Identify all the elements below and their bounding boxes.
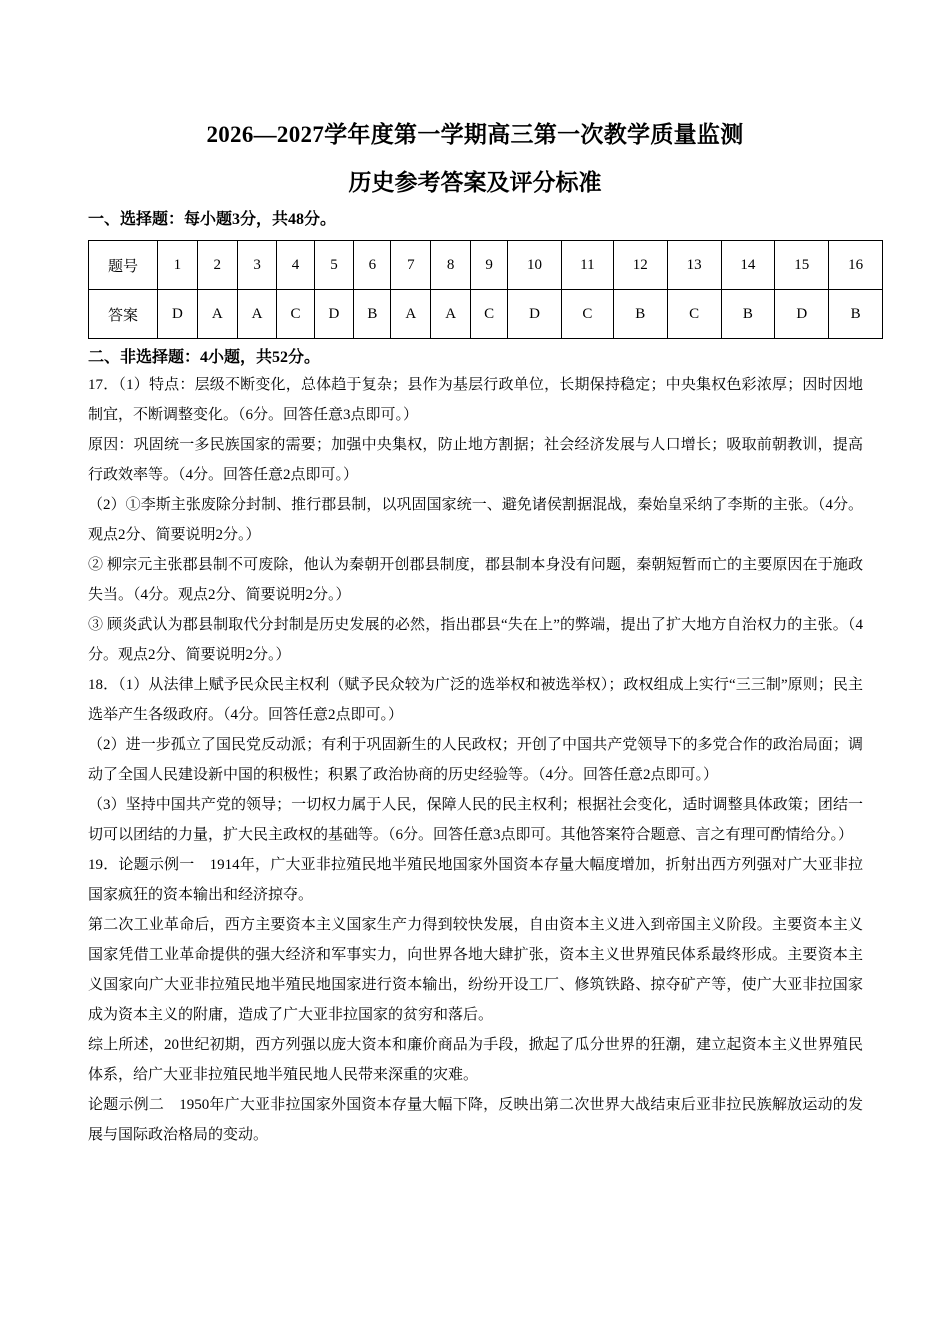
table-cell-number: 15: [775, 241, 829, 290]
table-cell-number: 9: [471, 241, 508, 290]
table-cell-number: 10: [508, 241, 562, 290]
section-heading-nonchoice: 二、非选择题：4小题，共52分。: [88, 349, 321, 366]
document-title: 2026—2027学年度第一学期高三第一次教学质量监测: [206, 122, 744, 147]
table-cell-number: 3: [237, 241, 277, 290]
table-cell-number: 11: [561, 241, 613, 290]
table-cell-answer: A: [197, 290, 237, 339]
table-row-numbers: [89, 241, 883, 290]
paragraph: 综上所述，20世纪初期，西方列强以庞大资本和廉价商品为手段，掀起了瓜分世界的狂潮，建立起资本主义世界殖民体系，给广大亚非拉殖民地半殖民地人民带来深重的灾难。: [88, 1037, 863, 1083]
table-header-cell: 答案: [89, 290, 158, 339]
section-heading-choice: 一、选择题：每小题3分，共48分。: [88, 211, 337, 228]
paragraph: （3）坚持中国共产党的领导；一切权力属于人民，保障人民的民主权利；根据社会变化，适时调整具体政策；团结一切可以团结的力量，扩大民主政权的基础等。（6分。回答任意3点即可。其他答案符合题意、言之有理可酌情给分。）: [88, 797, 863, 843]
paragraph: ② 柳宗元主张郡县制不可废除，他认为秦朝开创郡县制度，郡县制本身没有问题，秦朝短暂而亡的主要原因在于施政失当。（4分。观点2分、简要说明2分。）: [88, 557, 863, 603]
table-cell-answer: B: [354, 290, 391, 339]
table-cell-answer: A: [431, 290, 471, 339]
table-header-cell: 题号: [89, 241, 158, 290]
table-cell-number: 13: [667, 241, 721, 290]
table-cell-answer: D: [314, 290, 354, 339]
paragraph: 19．论题示例一 1914年，广大亚非拉殖民地半殖民地国家外国资本存量大幅度增加，折射出西方列强对广大亚非拉国家疯狂的资本输出和经济掠夺。: [88, 857, 863, 903]
document-subtitle: 历史参考答案及评分标准: [348, 170, 602, 195]
table-cell-number: 12: [613, 241, 667, 290]
table-cell-number: 14: [721, 241, 775, 290]
table-cell-answer: C: [277, 290, 314, 339]
table-cell-number: 16: [829, 241, 883, 290]
table-cell-answer: A: [237, 290, 277, 339]
table-cell-answer: A: [391, 290, 431, 339]
table-cell-answer: C: [561, 290, 613, 339]
paragraph: 第二次工业革命后，西方主要资本主义国家生产力得到较快发展，自由资本主义进入到帝国主义阶段。主要资本主义国家凭借工业革命提供的强大经济和军事实力，向世界各地大肆扩张，资本主义世界殖民体系最终形成。主要资本主义国家向广大亚非拉殖民地半殖民地国家进行资本输出，纷纷开设工厂、修筑铁路、掠夺矿产等，使广大亚非拉国家成为资本主义的附庸，造成了广大亚非拉国家的贫穷和落后。: [88, 917, 863, 1023]
table-cell-answer: B: [613, 290, 667, 339]
paragraph: 原因：巩固统一多民族国家的需要；加强中央集权，防止地方割据；社会经济发展与人口增长；吸取前朝教训，提高行政效率等。（4分。回答任意2点即可。）: [88, 437, 863, 483]
table-cell-number: 5: [314, 241, 354, 290]
table-cell-number: 2: [197, 241, 237, 290]
table-cell-answer: B: [829, 290, 883, 339]
paragraph: ③ 顾炎武认为郡县制取代分封制是历史发展的必然，指出郡县“失在上”的弊端，提出了扩大地方自治权力的主张。（4分。观点2分、简要说明2分。）: [88, 617, 863, 663]
answer-body: [88, 370, 863, 1150]
table-cell-answer: D: [775, 290, 829, 339]
answer-table: [88, 240, 883, 339]
paragraph: （2）①李斯主张废除分封制、推行郡县制，以巩固国家统一、避免诸侯割据混战，秦始皇采纳了李斯的主张。（4分。观点2分、简要说明2分。）: [88, 497, 863, 543]
table-cell-answer: C: [667, 290, 721, 339]
paragraph: 论题示例二 1950年广大亚非拉国家外国资本存量大幅下降，反映出第二次世界大战结束后亚非拉民族解放运动的发展与国际政治格局的变动。: [88, 1097, 863, 1143]
table-cell-answer: C: [471, 290, 508, 339]
table-cell-answer: D: [158, 290, 198, 339]
table-row-answers: [89, 290, 883, 339]
table-cell-number: 7: [391, 241, 431, 290]
paragraph: （2）进一步孤立了国民党反动派；有利于巩固新生的人民政权；开创了中国共产党领导下的多党合作的政治局面；调动了全国人民建设新中国的积极性；积累了政治协商的历史经验等。（4分。回答任意2点即可。）: [88, 737, 863, 783]
table-cell-answer: D: [508, 290, 562, 339]
table-cell-answer: B: [721, 290, 775, 339]
paragraph: 17．（1）特点：层级不断变化，总体趋于复杂；县作为基层行政单位，长期保持稳定；中央集权色彩浓厚；因时因地制宜，不断调整变化。（6分。回答任意3点即可。）: [88, 377, 863, 423]
paragraph: 18．（1）从法律上赋予民众民主权利（赋予民众较为广泛的选举权和被选举权）；政权组成上实行“三三制”原则；民主选举产生各级政府。（4分。回答任意2点即可。）: [88, 677, 863, 723]
table-cell-number: 4: [277, 241, 314, 290]
table-cell-number: 6: [354, 241, 391, 290]
table-cell-number: 1: [158, 241, 198, 290]
table-cell-number: 8: [431, 241, 471, 290]
